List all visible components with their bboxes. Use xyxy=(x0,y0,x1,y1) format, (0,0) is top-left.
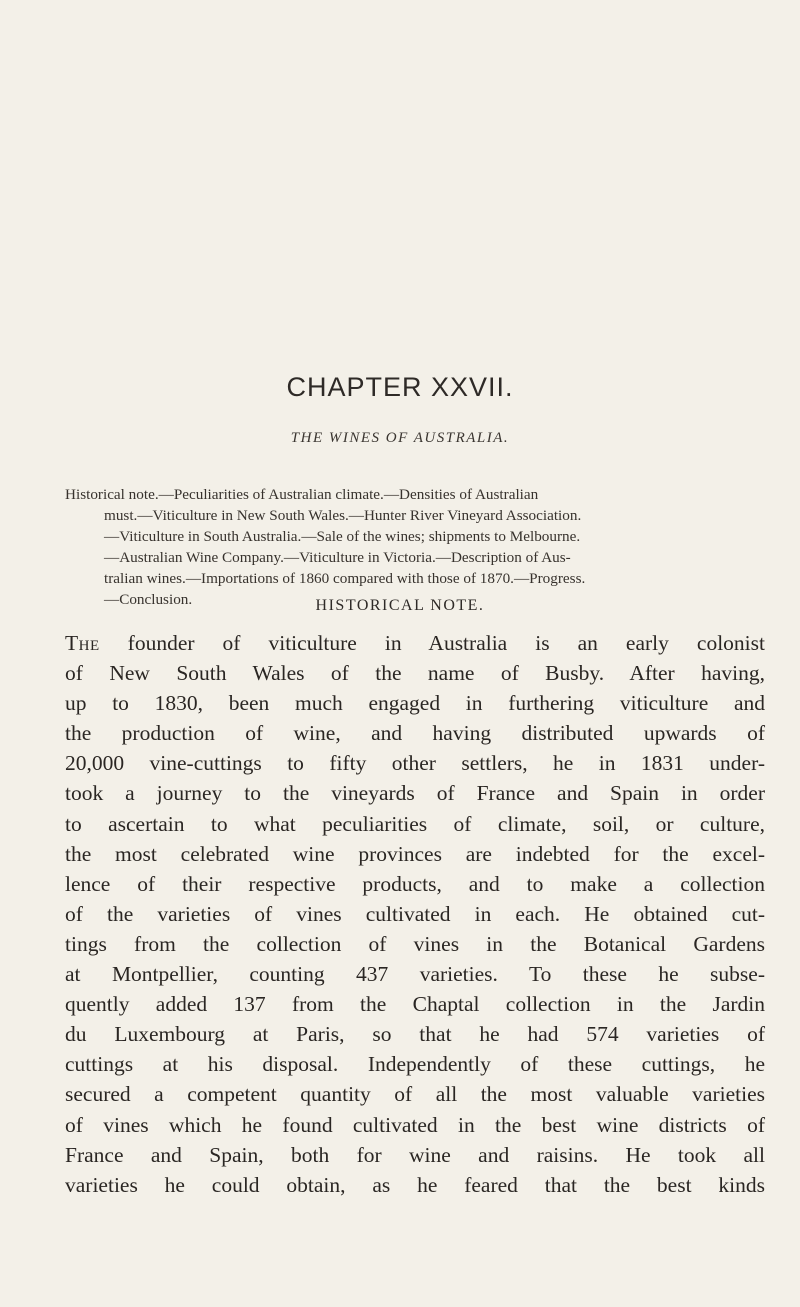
body-line: varieties he could obtain, as he feared that the best kinds xyxy=(65,1172,765,1197)
body-first-word: The xyxy=(65,631,100,655)
body-line: to ascertain to what peculiarities of climate, soil, or culture, xyxy=(65,811,765,836)
body-line: du Luxembourg at Paris, so that he had 574 varieties of xyxy=(65,1022,765,1047)
body-line: cuttings at his disposal. Independently of these cuttings, he xyxy=(65,1052,765,1077)
body-line: took a journey to the vineyards of France and Spain in order xyxy=(65,781,765,806)
body-line: 20,000 vine-cuttings to fifty other settlers, he in 1831 under- xyxy=(65,751,765,776)
body-line: of vines which he found cultivated in the best wine districts of xyxy=(65,1112,765,1137)
section-heading: HISTORICAL NOTE. xyxy=(315,597,485,614)
body-line-text: founder of viticulture in Australia is an early colonist xyxy=(99,631,765,655)
chapter-title: THE WINES OF AUSTRALIA. xyxy=(290,430,510,446)
body-line: up to 1830, been much engaged in furthering viticulture and xyxy=(65,691,765,716)
synopsis-line: Historical note.—Peculiarities of Australian climate.—Densities of Australian xyxy=(65,486,539,503)
synopsis-line: —Australian Wine Company.—Viticulture in Victoria.—Description of Aus- xyxy=(104,549,571,566)
chapter-synopsis xyxy=(65,484,765,610)
body-line: France and Spain, both for wine and raisins. He took all xyxy=(65,1142,765,1167)
chapter-heading: CHAPTER XXVII. xyxy=(286,372,514,402)
body-paragraph xyxy=(65,628,765,1200)
body-line: tings from the collection of vines in the Botanical Gardens xyxy=(65,931,765,956)
synopsis-line: tralian wines.—Importations of 1860 compared with those of 1870.—Progress. xyxy=(104,570,586,587)
body-line: secured a competent quantity of all the most valuable varieties xyxy=(65,1082,765,1107)
body-line: quently added 137 from the Chaptal collection in the Jardin xyxy=(65,992,765,1017)
body-line: the production of wine, and having distributed upwards of xyxy=(65,721,765,746)
body-line xyxy=(65,628,765,658)
synopsis-line: —Viticulture in South Australia.—Sale of the wines; shipments to Melbourne. xyxy=(104,528,581,545)
body-line: of the varieties of vines cultivated in each. He obtained cut- xyxy=(65,901,765,926)
body-line: the most celebrated wine provinces are indebted for the excel- xyxy=(65,841,765,866)
body-line: of New South Wales of the name of Busby. After having, xyxy=(65,661,765,686)
body-line: lence of their respective products, and to make a collection xyxy=(65,871,765,896)
synopsis-line: must.—Viticulture in New South Wales.—Hunter River Vineyard Association. xyxy=(104,507,582,524)
synopsis-line: —Conclusion. xyxy=(104,591,193,608)
body-line: at Montpellier, counting 437 varieties. To these he subse- xyxy=(65,962,765,987)
